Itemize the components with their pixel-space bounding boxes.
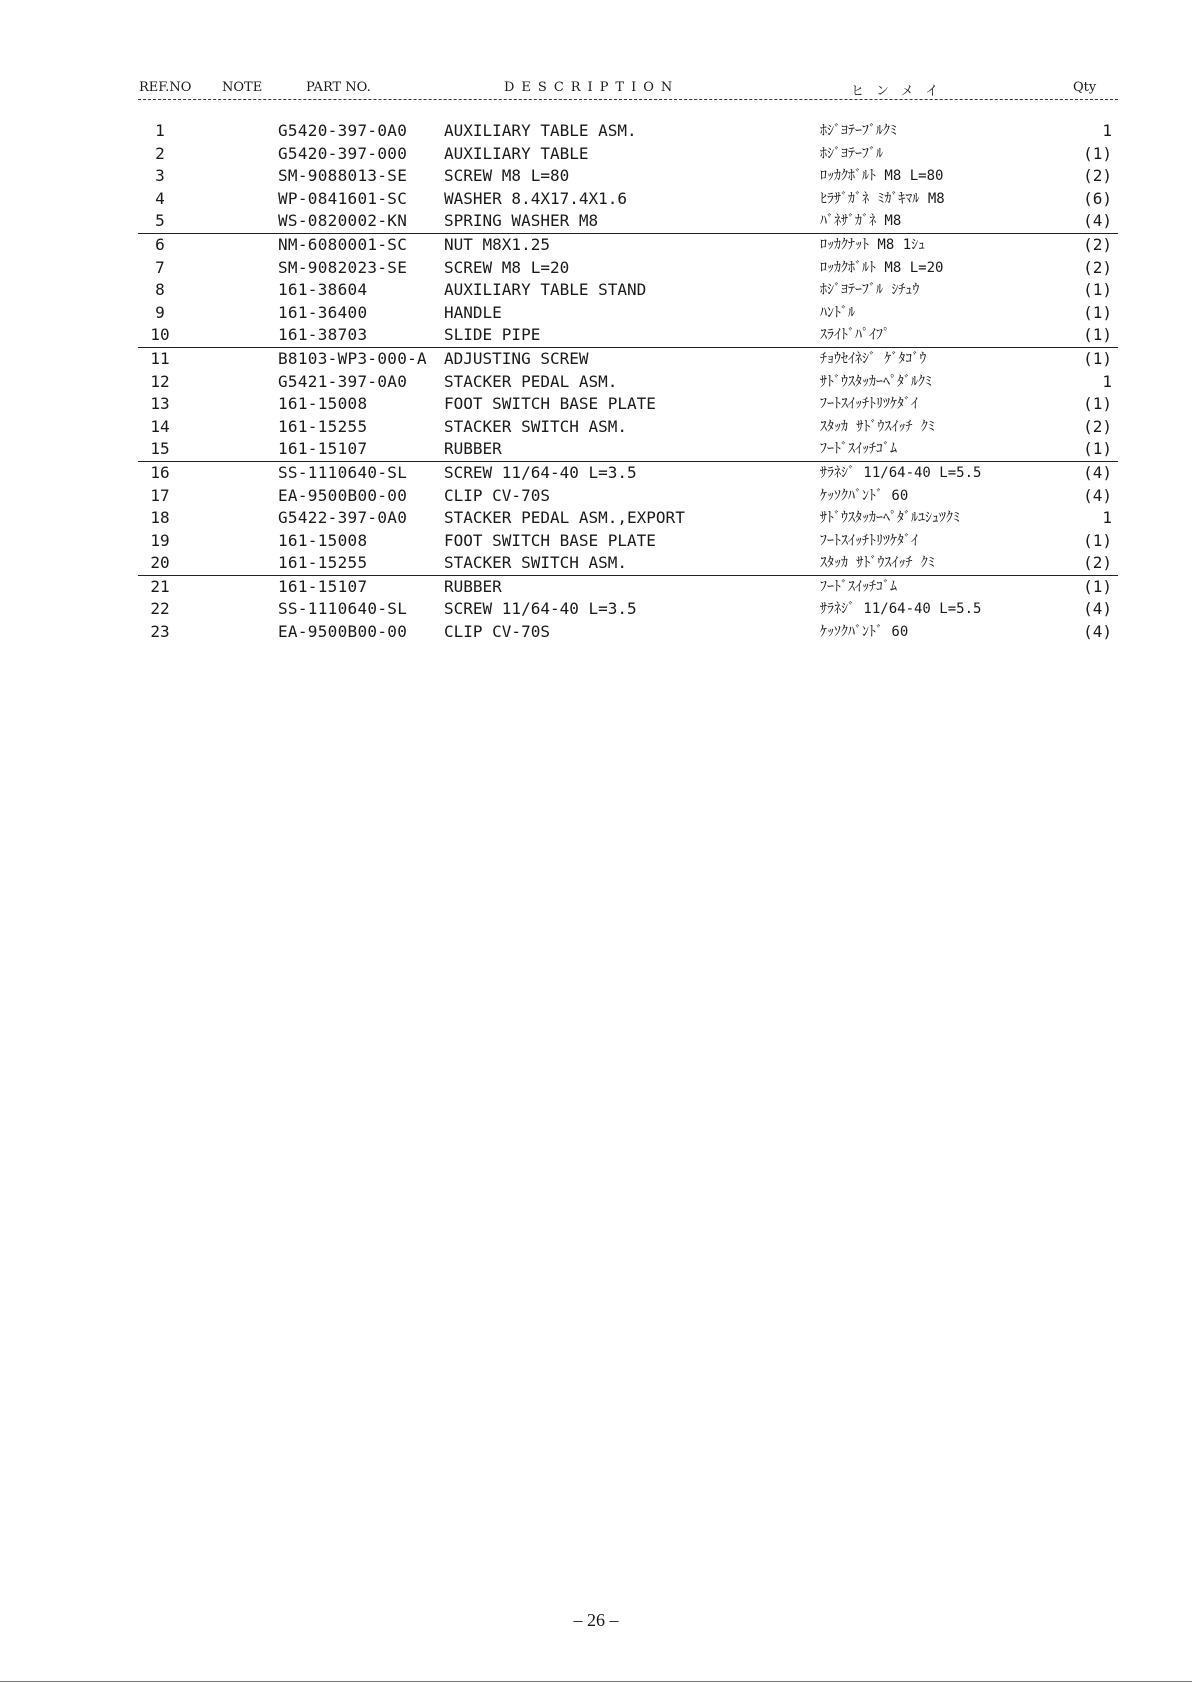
qty-cell: 1 bbox=[1102, 371, 1112, 391]
part-no-cell: 161-15008 bbox=[278, 530, 368, 550]
kana-name-cell: ﾛｯｶｸﾎﾞﾙﾄ M8 L=80 bbox=[820, 168, 944, 185]
kana-name-cell: ﾌｰﾄﾞｽｲｯﾁｺﾞﾑ bbox=[820, 578, 897, 595]
part-no-cell: SS-1110640-SL bbox=[278, 599, 408, 619]
description-cell: SCREW 11/64-40 L=3.5 bbox=[444, 462, 637, 482]
table-row bbox=[138, 507, 1118, 530]
table-row bbox=[138, 279, 1118, 302]
table-row bbox=[138, 234, 1118, 257]
description-cell: AUXILIARY TABLE bbox=[444, 143, 589, 163]
table-row bbox=[138, 598, 1118, 621]
qty-cell: 1 bbox=[1102, 121, 1112, 140]
qty-cell: (4) bbox=[1083, 462, 1112, 482]
ref-no-cell: 14 bbox=[150, 416, 170, 436]
part-no-cell: 161-15008 bbox=[278, 394, 368, 414]
kana-name-cell: ｻﾗﾈｼﾞ 11/64-40 L=5.5 bbox=[820, 464, 982, 481]
table-row bbox=[138, 393, 1118, 416]
part-no-cell: WP-0841601-SC bbox=[278, 188, 408, 208]
ref-no-cell: 15 bbox=[150, 439, 170, 459]
qty-cell: (1) bbox=[1083, 325, 1112, 345]
ref-no-cell: 3 bbox=[155, 166, 165, 186]
part-no-cell: SM-9088013-SE bbox=[278, 166, 408, 186]
kana-name-cell: ｽﾀｯｶ ｻﾄﾞｳｽｲｯﾁ ｸﾐ bbox=[820, 418, 935, 435]
qty-cell: (2) bbox=[1083, 166, 1112, 186]
ref-no-cell: 5 bbox=[155, 211, 165, 231]
description-cell: CLIP CV-70S bbox=[444, 622, 550, 642]
qty-cell: (2) bbox=[1083, 234, 1112, 254]
part-no-cell: G5420-397-000 bbox=[278, 143, 408, 163]
part-no-cell: SM-9082023-SE bbox=[278, 257, 408, 277]
table-row bbox=[138, 438, 1118, 462]
table-row bbox=[138, 416, 1118, 439]
kana-name-cell: ｽﾀｯｶ ｻﾄﾞｳｽｲｯﾁ ｸﾐ bbox=[820, 555, 935, 572]
ref-no-cell: 16 bbox=[150, 462, 170, 482]
part-no-cell: WS-0820002-KN bbox=[278, 211, 408, 231]
ref-no-cell: 1 bbox=[155, 121, 165, 140]
description-cell: STACKER SWITCH ASM. bbox=[444, 416, 628, 436]
table-row bbox=[138, 188, 1118, 211]
table-row bbox=[138, 348, 1118, 371]
qty-cell: (1) bbox=[1083, 439, 1112, 459]
ref-no-cell: 2 bbox=[155, 143, 165, 163]
qty-cell: (1) bbox=[1083, 530, 1112, 550]
description-cell: FOOT SWITCH BASE PLATE bbox=[444, 530, 656, 550]
description-cell: SPRING WASHER M8 bbox=[444, 211, 599, 231]
ref-no-cell: 19 bbox=[150, 530, 170, 550]
ref-no-cell: 17 bbox=[150, 485, 170, 505]
description-cell: AUXILIARY TABLE ASM. bbox=[444, 121, 637, 140]
table-row bbox=[138, 165, 1118, 188]
kana-name-cell: ﾌｰﾄｽｲｯﾁﾄﾘﾂｹﾀﾞｲ bbox=[820, 396, 918, 413]
ref-no-cell: 21 bbox=[150, 576, 170, 596]
ref-no-cell: 20 bbox=[150, 553, 170, 573]
ref-no-cell: 22 bbox=[150, 599, 170, 619]
table-row bbox=[138, 143, 1118, 166]
ref-no-cell: 18 bbox=[150, 508, 170, 528]
kana-name-cell: ﾎｼﾞﾖﾃｰﾌﾞﾙ bbox=[820, 145, 883, 162]
ref-no-cell: 7 bbox=[155, 257, 165, 277]
kana-name-cell: ﾁｮｳｾｲﾈｼﾞ ｹﾞﾀｺﾞｳ bbox=[820, 350, 927, 367]
ref-no-cell: 9 bbox=[155, 302, 165, 322]
header-qty: Qty bbox=[1073, 80, 1097, 95]
part-no-cell: G5422-397-0A0 bbox=[278, 508, 408, 528]
description-cell: AUXILIARY TABLE STAND bbox=[444, 280, 647, 300]
qty-cell: (4) bbox=[1083, 622, 1112, 642]
description-cell: STACKER PEDAL ASM. bbox=[444, 371, 618, 391]
kana-name-cell: ﾊﾞﾈｻﾞｶﾞﾈ M8 bbox=[820, 213, 902, 230]
description-cell: SCREW 11/64-40 L=3.5 bbox=[444, 599, 637, 619]
table-row bbox=[138, 302, 1118, 325]
kana-name-cell: ﾌｰﾄｽｲｯﾁﾄﾘﾂｹﾀﾞｲ bbox=[820, 532, 918, 549]
table-row bbox=[138, 552, 1118, 576]
description-cell: CLIP CV-70S bbox=[444, 485, 550, 505]
part-no-cell: SS-1110640-SL bbox=[278, 462, 408, 482]
table-row bbox=[138, 371, 1118, 394]
part-no-cell: 161-15255 bbox=[278, 416, 368, 436]
part-no-cell: G5420-397-0A0 bbox=[278, 121, 408, 140]
table-row bbox=[138, 257, 1118, 280]
qty-cell: (1) bbox=[1083, 576, 1112, 596]
description-cell: SLIDE PIPE bbox=[444, 325, 541, 345]
part-no-cell: EA-9500B00-00 bbox=[278, 485, 408, 505]
part-no-cell: 161-15107 bbox=[278, 576, 368, 596]
qty-cell: (4) bbox=[1083, 485, 1112, 505]
part-no-cell: 161-38604 bbox=[278, 280, 368, 300]
kana-name-cell: ﾛｯｶｸﾎﾞﾙﾄ M8 L=20 bbox=[820, 259, 944, 276]
qty-cell: (2) bbox=[1083, 257, 1112, 277]
qty-cell: (2) bbox=[1083, 553, 1112, 573]
description-cell: RUBBER bbox=[444, 439, 502, 459]
description-cell: WASHER 8.4X17.4X1.6 bbox=[444, 188, 628, 208]
part-no-cell: 161-15107 bbox=[278, 439, 368, 459]
table-row bbox=[138, 210, 1118, 234]
header-note: NOTE bbox=[222, 80, 263, 95]
description-cell: STACKER PEDAL ASM.,EXPORT bbox=[444, 508, 685, 528]
page-edge-line bbox=[0, 1681, 1192, 1682]
ref-no-cell: 4 bbox=[155, 188, 165, 208]
table-row bbox=[138, 462, 1118, 485]
description-cell: ADJUSTING SCREW bbox=[444, 348, 589, 368]
description-cell: HANDLE bbox=[444, 302, 502, 322]
header-ref-no: REF.NO bbox=[139, 80, 192, 95]
kana-name-cell: ｻﾗﾈｼﾞ 11/64-40 L=5.5 bbox=[820, 601, 982, 618]
part-no-cell: 161-38703 bbox=[278, 325, 368, 345]
description-cell: FOOT SWITCH BASE PLATE bbox=[444, 394, 656, 414]
kana-name-cell: ﾎｼﾞﾖﾃｰﾌﾞﾙｸﾐ bbox=[820, 123, 897, 139]
qty-cell: (4) bbox=[1083, 599, 1112, 619]
ref-no-cell: 11 bbox=[150, 348, 170, 368]
table-row bbox=[138, 120, 1118, 143]
kana-name-cell: ｽﾗｲﾄﾞﾊﾟｲﾌﾟ bbox=[820, 327, 890, 344]
description-cell: STACKER SWITCH ASM. bbox=[444, 553, 628, 573]
description-cell: NUT M8X1.25 bbox=[444, 234, 550, 254]
kana-name-cell: ﾊﾝﾄﾞﾙ bbox=[820, 304, 855, 321]
qty-cell: 1 bbox=[1102, 508, 1112, 528]
kana-name-cell: ｻﾄﾞｳｽﾀｯｶｰﾍﾟﾀﾞﾙｸﾐ bbox=[820, 373, 932, 390]
table-row bbox=[138, 576, 1118, 599]
part-no-cell: 161-36400 bbox=[278, 302, 368, 322]
header-description: DESCRIPTION bbox=[504, 80, 680, 95]
description-cell: RUBBER bbox=[444, 576, 502, 596]
description-cell: SCREW M8 L=20 bbox=[444, 257, 570, 277]
table-row bbox=[138, 485, 1118, 508]
part-no-cell: 161-15255 bbox=[278, 553, 368, 573]
qty-cell: (1) bbox=[1083, 394, 1112, 414]
qty-cell: (1) bbox=[1083, 143, 1112, 163]
ref-no-cell: 8 bbox=[155, 280, 165, 300]
page-number: – 26 – bbox=[573, 1610, 619, 1630]
qty-cell: (1) bbox=[1083, 280, 1112, 300]
qty-cell: (1) bbox=[1083, 348, 1112, 368]
table-row bbox=[138, 530, 1118, 553]
header-part-no: PART NO. bbox=[306, 80, 371, 95]
kana-name-cell: ﾌｰﾄﾞｽｲｯﾁｺﾞﾑ bbox=[820, 441, 897, 458]
kana-name-cell: ﾎｼﾞﾖﾃｰﾌﾞﾙ ｼﾁｭｳ bbox=[820, 282, 920, 299]
part-no-cell: G5421-397-0A0 bbox=[278, 371, 408, 391]
qty-cell: (1) bbox=[1083, 302, 1112, 322]
ref-no-cell: 23 bbox=[150, 622, 170, 642]
kana-name-cell: ｹｯｿｸﾊﾞﾝﾄﾞ 60 bbox=[820, 487, 909, 504]
parts-table bbox=[138, 120, 1118, 644]
part-no-cell: EA-9500B00-00 bbox=[278, 622, 408, 642]
kana-name-cell: ｻﾄﾞｳｽﾀｯｶｰﾍﾟﾀﾞﾙﾕｼｭﾂｸﾐ bbox=[820, 510, 960, 527]
qty-cell: (4) bbox=[1083, 211, 1112, 231]
kana-name-cell: ﾋﾗｻﾞｶﾞﾈ ﾐｶﾞｷﾏﾙ M8 bbox=[820, 190, 945, 207]
header-kana: ヒンメイ bbox=[851, 84, 951, 99]
ref-no-cell: 10 bbox=[150, 325, 170, 345]
table-row bbox=[138, 324, 1118, 348]
part-no-cell: B8103-WP3-000-A bbox=[278, 348, 427, 368]
ref-no-cell: 6 bbox=[155, 234, 165, 254]
part-no-cell: NM-6080001-SC bbox=[278, 234, 408, 254]
qty-cell: (2) bbox=[1083, 416, 1112, 436]
description-cell: SCREW M8 L=80 bbox=[444, 166, 570, 186]
qty-cell: (6) bbox=[1083, 188, 1112, 208]
ref-no-cell: 13 bbox=[150, 394, 170, 414]
kana-name-cell: ﾛｯｶｸﾅｯﾄ M8 1ｼｭ bbox=[820, 236, 926, 253]
table-row bbox=[138, 621, 1118, 644]
header-divider bbox=[138, 99, 1118, 100]
kana-name-cell: ｹｯｿｸﾊﾞﾝﾄﾞ 60 bbox=[820, 624, 909, 641]
ref-no-cell: 12 bbox=[150, 371, 170, 391]
